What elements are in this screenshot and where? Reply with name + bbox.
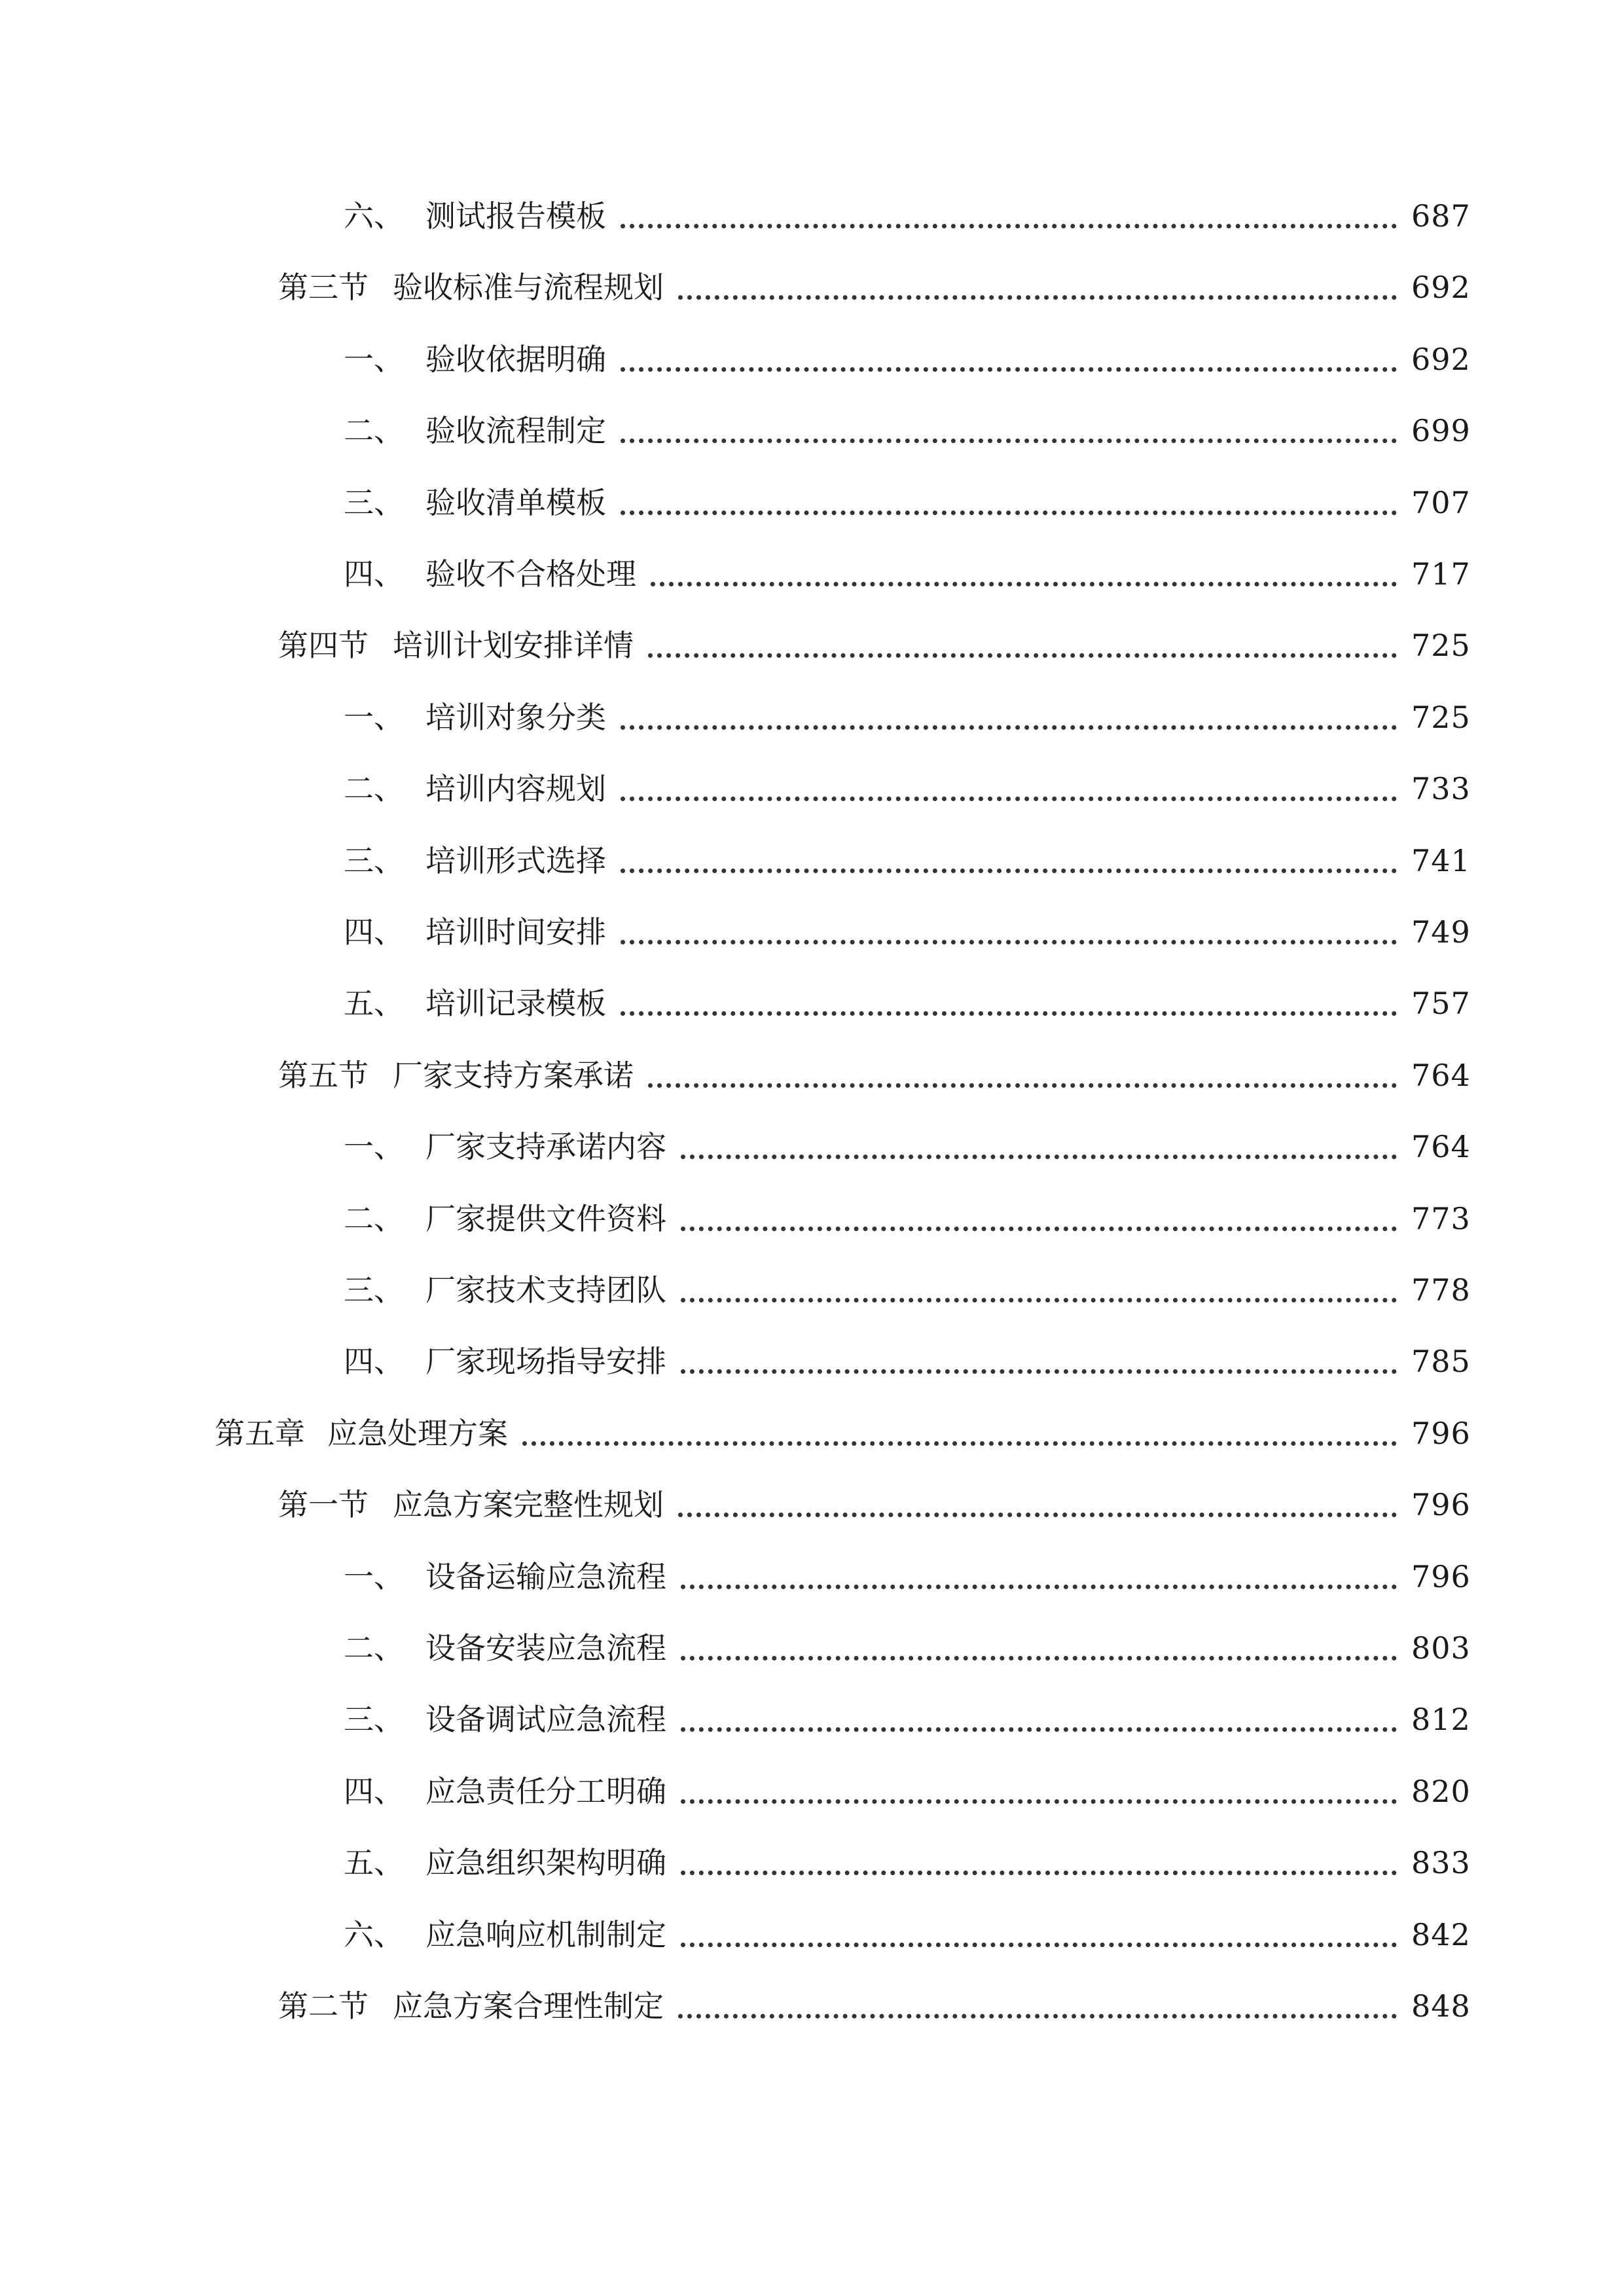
toc-entry-title: 培训记录模板 <box>425 986 606 1021</box>
toc-entry-number: 第二节 <box>278 1988 369 2024</box>
toc-entry-number: 二、 <box>344 1201 404 1236</box>
toc-entry[interactable] <box>344 1768 1471 1814</box>
toc-page-number: 778 <box>1411 1272 1471 1308</box>
toc-entry-number: 三、 <box>344 1702 404 1737</box>
dot-leader <box>621 1011 1397 1016</box>
toc-entry[interactable] <box>278 264 1471 310</box>
toc-entry-title: 培训对象分类 <box>425 700 606 735</box>
toc-entry-title: 培训时间安排 <box>425 914 606 950</box>
toc-entry-title: 测试报告模板 <box>425 198 606 234</box>
toc-entry-number: 四、 <box>344 914 404 950</box>
dot-leader <box>522 1441 1397 1446</box>
toc-page-number: 687 <box>1411 198 1471 234</box>
toc-entry-title: 设备运输应急流程 <box>425 1559 666 1594</box>
toc-entry-title: 厂家提供文件资料 <box>425 1201 666 1236</box>
dot-leader <box>681 1799 1397 1804</box>
toc-entry[interactable] <box>278 1983 1471 2029</box>
toc-entry-title: 验收标准与流程规划 <box>393 270 664 305</box>
dot-leader <box>621 224 1397 228</box>
toc-page-number: 764 <box>1411 1129 1471 1164</box>
toc-entry-number: 四、 <box>344 1344 404 1379</box>
toc-entry[interactable] <box>344 1625 1471 1671</box>
toc-entry-title: 应急组织架构明确 <box>425 1845 666 1880</box>
toc-entry[interactable] <box>344 551 1471 597</box>
toc-entry[interactable] <box>344 980 1471 1026</box>
toc-entry[interactable] <box>278 1052 1471 1098</box>
toc-entry[interactable] <box>344 838 1471 884</box>
toc-page-number: 725 <box>1411 700 1471 735</box>
toc-entry-number: 三、 <box>344 843 404 878</box>
dot-leader <box>681 1656 1397 1660</box>
toc-entry-title: 验收清单模板 <box>425 485 606 520</box>
dot-leader <box>681 1369 1397 1374</box>
toc-entry-number: 五、 <box>344 986 404 1021</box>
toc-entry-number: 一、 <box>344 342 404 377</box>
dot-leader <box>621 439 1397 443</box>
toc-entry-title: 应急处理方案 <box>327 1416 508 1451</box>
toc-entry[interactable] <box>344 408 1471 454</box>
toc-entry[interactable] <box>344 1554 1471 1600</box>
toc-page-number: 785 <box>1411 1344 1471 1379</box>
toc-entry[interactable] <box>344 1338 1471 1384</box>
toc-page-number: 717 <box>1411 556 1471 592</box>
dot-leader <box>621 869 1397 873</box>
toc-page-number: 692 <box>1411 342 1471 377</box>
dot-leader <box>678 295 1397 300</box>
toc-page-number: 796 <box>1411 1487 1471 1522</box>
toc-entry-title: 培训计划安排详情 <box>393 628 634 663</box>
toc-page-number: 757 <box>1411 986 1471 1021</box>
toc-entry-number: 三、 <box>344 485 404 520</box>
toc-entry-number: 五、 <box>344 1845 404 1880</box>
toc-entry-title: 应急责任分工明确 <box>425 1774 666 1809</box>
dot-leader <box>648 1083 1397 1088</box>
dot-leader <box>678 1513 1397 1517</box>
toc-entry[interactable] <box>215 1410 1471 1456</box>
toc-entry-title: 厂家支持方案承诺 <box>393 1058 634 1093</box>
toc-page-number: 692 <box>1411 270 1471 305</box>
dot-leader <box>648 653 1397 658</box>
toc-entry-title: 验收流程制定 <box>425 413 606 448</box>
toc-entry-number: 第五章 <box>215 1416 305 1451</box>
toc-page-number: 820 <box>1411 1774 1471 1809</box>
toc-entry[interactable] <box>344 193 1471 239</box>
dot-leader <box>621 511 1397 515</box>
toc-page-number: 803 <box>1411 1630 1471 1666</box>
toc-entry[interactable] <box>344 336 1471 382</box>
toc-entry-number: 四、 <box>344 1774 404 1809</box>
toc-entry[interactable] <box>278 622 1471 668</box>
toc-entry-number: 二、 <box>344 771 404 806</box>
toc-page-number: 741 <box>1411 843 1471 878</box>
toc-page-number: 725 <box>1411 628 1471 663</box>
toc-entry-title: 培训形式选择 <box>425 843 606 878</box>
toc-entry-title: 应急响应机制制定 <box>425 1917 666 1952</box>
toc-entry-number: 六、 <box>344 1917 404 1952</box>
dot-leader <box>681 1943 1397 1947</box>
dot-leader <box>621 940 1397 944</box>
toc-page-number: 733 <box>1411 771 1471 806</box>
dot-leader <box>681 1585 1397 1589</box>
toc-page-number: 833 <box>1411 1845 1471 1880</box>
dot-leader <box>681 1298 1397 1302</box>
toc-entry-number: 一、 <box>344 1559 404 1594</box>
toc-entry[interactable] <box>344 1267 1471 1313</box>
toc-entry[interactable] <box>344 694 1471 740</box>
toc-entry[interactable] <box>344 1696 1471 1742</box>
toc-page-number: 773 <box>1411 1201 1471 1236</box>
dot-leader <box>621 725 1397 730</box>
toc-entry-title: 厂家现场指导安排 <box>425 1344 666 1379</box>
dot-leader <box>651 582 1397 586</box>
toc-entry-title: 验收依据明确 <box>425 342 606 377</box>
toc-entry-number: 二、 <box>344 1630 404 1666</box>
toc-entry[interactable] <box>278 1482 1471 1528</box>
toc-entry-title: 应急方案完整性规划 <box>393 1487 664 1522</box>
toc-entry-title: 设备调试应急流程 <box>425 1702 666 1737</box>
toc-entry[interactable] <box>344 480 1471 526</box>
toc-entry-number: 第五节 <box>278 1058 369 1093</box>
dot-leader <box>681 1727 1397 1732</box>
toc-entry-number: 四、 <box>344 556 404 592</box>
toc-entry-number: 六、 <box>344 198 404 234</box>
dot-leader <box>621 367 1397 372</box>
toc-entry-title: 培训内容规划 <box>425 771 606 806</box>
toc-entry-number: 第三节 <box>278 270 369 305</box>
dot-leader <box>681 1871 1397 1875</box>
toc-page-number: 812 <box>1411 1702 1471 1737</box>
toc-page-number: 707 <box>1411 485 1471 520</box>
toc-page-number: 842 <box>1411 1917 1471 1952</box>
toc-entry-number: 一、 <box>344 1129 404 1164</box>
toc-page-number: 764 <box>1411 1058 1471 1093</box>
toc-page-number: 699 <box>1411 413 1471 448</box>
toc-entry-number: 第四节 <box>278 628 369 663</box>
toc-entry-number: 二、 <box>344 413 404 448</box>
toc-page-number: 848 <box>1411 1988 1471 2024</box>
dot-leader <box>678 2014 1397 2018</box>
toc-entry[interactable] <box>344 1124 1471 1170</box>
toc-page-number: 796 <box>1411 1416 1471 1451</box>
toc-entry-number: 三、 <box>344 1272 404 1308</box>
toc-entry-number: 第一节 <box>278 1487 369 1522</box>
toc-entry[interactable] <box>344 909 1471 955</box>
toc-entry-title: 验收不合格处理 <box>425 556 636 592</box>
dot-leader <box>681 1227 1397 1231</box>
toc-entry-title: 设备安装应急流程 <box>425 1630 666 1666</box>
toc-page-number: 796 <box>1411 1559 1471 1594</box>
toc-entry[interactable] <box>344 1840 1471 1886</box>
dot-leader <box>621 797 1397 801</box>
dot-leader <box>681 1155 1397 1159</box>
toc-page-number: 749 <box>1411 914 1471 950</box>
toc-entry[interactable] <box>344 766 1471 812</box>
toc-entry-title: 厂家技术支持团队 <box>425 1272 666 1308</box>
toc-entry-title: 应急方案合理性制定 <box>393 1988 664 2024</box>
toc-entry[interactable] <box>344 1912 1471 1958</box>
toc-entry-number: 一、 <box>344 700 404 735</box>
toc-entry[interactable] <box>344 1196 1471 1242</box>
toc-entry-title: 厂家支持承诺内容 <box>425 1129 666 1164</box>
